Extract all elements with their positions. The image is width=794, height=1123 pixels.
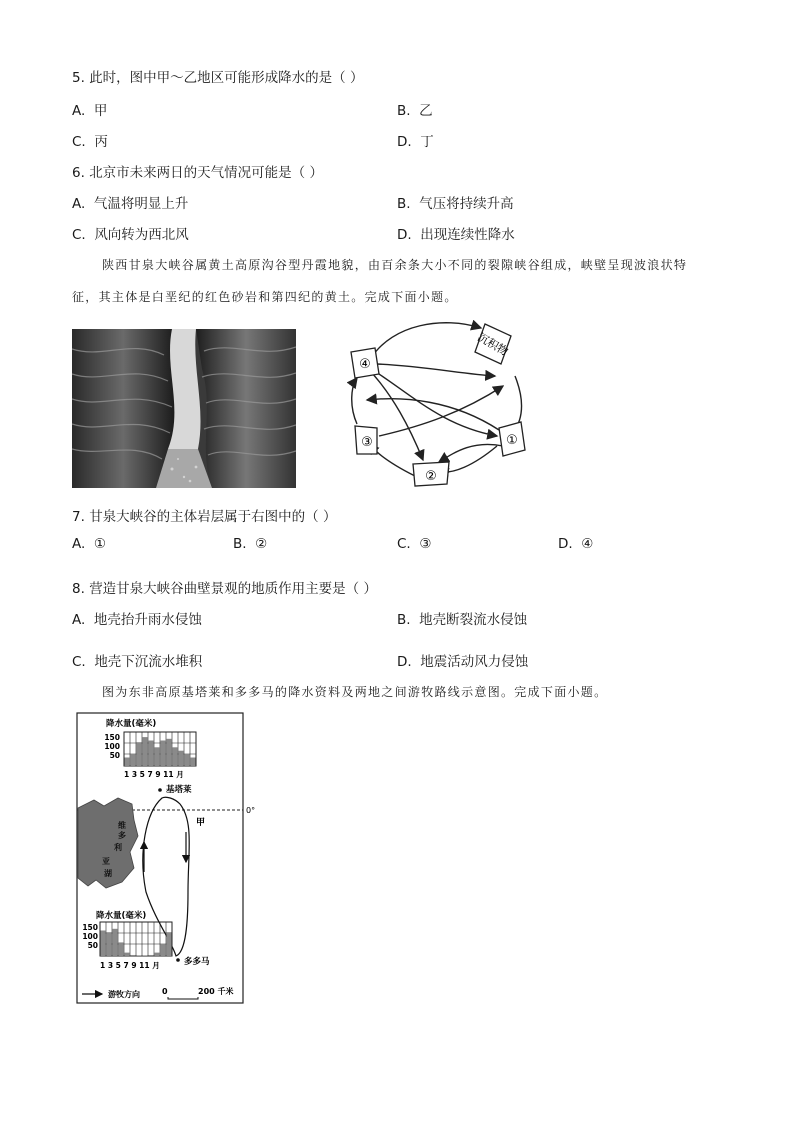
- svg-text:利: 利: [114, 843, 122, 852]
- rainfall-bar: [161, 741, 166, 767]
- rainfall-bar: [155, 747, 160, 766]
- option-7a[interactable]: A. ①: [72, 536, 106, 552]
- scale-label: 200 千米: [198, 987, 234, 996]
- arrow-4-to-sediment: [371, 323, 481, 358]
- svg-text:1 3 5 7 9 11 月: 1 3 5 7 9 11 月: [100, 961, 160, 970]
- option-7d[interactable]: D. ④: [558, 536, 594, 552]
- rainfall-bar: [125, 758, 130, 767]
- option-5d[interactable]: D. 丁: [397, 134, 434, 150]
- node-sediment: [475, 324, 511, 364]
- rainfall-bar: [161, 944, 166, 956]
- legend-route-label: 游牧方向: [108, 990, 140, 999]
- svg-text:1 3 5 7 9 11 月: 1 3 5 7 9 11 月: [124, 770, 184, 779]
- rainfall-bar: [149, 741, 154, 767]
- arrow-1-to-4: [367, 399, 499, 430]
- arrow-1-to-2-inner: [439, 444, 503, 462]
- svg-text:150: 150: [82, 923, 98, 932]
- svg-text:维: 维: [118, 821, 126, 830]
- rainfall-bar: [101, 931, 106, 957]
- svg-text:湖: 湖: [104, 869, 112, 878]
- option-5c[interactable]: C. 丙: [72, 134, 108, 150]
- svg-text:沉积物: 沉积物: [475, 330, 511, 359]
- rainfall-bar: [113, 929, 118, 956]
- rainfall-bar: [167, 932, 172, 956]
- question-5: [72, 66, 363, 86]
- rainfall-bar: [143, 737, 148, 766]
- svg-text:150: 150: [104, 733, 120, 742]
- svg-text:多: 多: [118, 831, 126, 840]
- svg-text:③: ③: [361, 435, 373, 450]
- passage-africa: 图为东非高原基塔莱和多多马的降水资料及两地之间游牧路线示意图。完成下面小题。: [102, 685, 608, 699]
- rainfall-bar: [173, 747, 178, 766]
- city-dodoma: 多多马: [184, 957, 210, 967]
- node-1: [499, 422, 525, 456]
- rainfall-bar: [137, 955, 142, 956]
- svg-text:降水量(毫米): 降水量(毫米): [96, 911, 147, 921]
- option-6c[interactable]: C. 风向转为西北风: [72, 227, 189, 243]
- rainfall-bar: [179, 751, 184, 766]
- question-text: 营造甘泉大峡谷曲壁景观的地质作用主要是（ ）: [89, 581, 377, 597]
- rainfall-bar: [131, 754, 136, 766]
- question-text: 北京市未来两日的天气情况可能是（ ）: [89, 165, 323, 181]
- rainfall-bar: [119, 942, 124, 956]
- svg-text:降水量(毫米): 降水量(毫米): [106, 719, 157, 729]
- rainfall-bar: [149, 955, 154, 956]
- option-6a[interactable]: A. 气温将明显上升: [72, 196, 189, 212]
- rainfall-bar: [107, 932, 112, 956]
- rainfall-bar: [155, 953, 160, 956]
- svg-text:100: 100: [104, 742, 120, 751]
- rainfall-bar: [137, 742, 142, 766]
- question-text: 甘泉大峡谷的主体岩层属于右图中的（ ）: [89, 509, 337, 525]
- city-dot-dodoma: [176, 958, 180, 962]
- question-number: 5.: [72, 70, 85, 86]
- passage-canyon-line2: 征，其主体是白垩纪的红色砂岩和第四纪的黄土。完成下面小题。: [72, 290, 458, 304]
- question-number: 7.: [72, 509, 85, 525]
- option-8c[interactable]: C. 地壳下沉流水堆积: [72, 654, 203, 670]
- svg-text:②: ②: [425, 469, 437, 484]
- arrow-4-to-2: [371, 372, 423, 460]
- scale-zero: 0: [162, 987, 168, 996]
- rainfall-bar: [131, 955, 136, 956]
- svg-text:亚: 亚: [102, 857, 110, 866]
- question-8: [72, 577, 377, 597]
- svg-text:①: ①: [506, 433, 518, 448]
- option-8b[interactable]: B. 地壳断裂流水侵蚀: [397, 612, 528, 628]
- rainfall-bar: [143, 955, 148, 956]
- option-8a[interactable]: A. 地壳抬升雨水侵蚀: [72, 612, 202, 628]
- arrow-3-to-sediment: [379, 386, 503, 436]
- svg-text:50: 50: [87, 941, 98, 950]
- canyon-photo: [72, 329, 296, 488]
- rainfall-bar: [191, 758, 196, 767]
- label-jia: 甲: [196, 818, 206, 828]
- svg-text:100: 100: [82, 932, 98, 941]
- passage-canyon-line1: 陕西甘泉大峡谷属黄土高原沟谷型丹霞地貌，由百余条大小不同的裂隙峡谷组成，峡壁呈现波浪状特: [102, 258, 688, 272]
- option-6b[interactable]: B. 气压将持续升高: [397, 196, 514, 212]
- option-5b[interactable]: B. 乙: [397, 103, 433, 119]
- rainfall-bar: [185, 754, 190, 766]
- equator-label: 0°: [246, 806, 256, 815]
- question-text: 此时，图中甲～乙地区可能形成降水的是（ ）: [89, 70, 364, 86]
- node-3: [355, 426, 377, 454]
- question-7: [72, 505, 336, 525]
- option-8d[interactable]: D. 地震活动风力侵蚀: [397, 654, 529, 670]
- svg-text:50: 50: [109, 751, 120, 760]
- node-2: [413, 462, 449, 486]
- svg-text:④: ④: [359, 357, 371, 372]
- rainfall-bar: [125, 953, 130, 956]
- option-5a[interactable]: A. 甲: [72, 103, 108, 119]
- question-number: 6.: [72, 165, 85, 181]
- option-6d[interactable]: D. 出现连续性降水: [397, 227, 515, 243]
- rainfall-bar: [167, 739, 172, 766]
- rock-cycle-diagram: [343, 316, 533, 488]
- city-kitale: 基塔莱: [166, 785, 192, 795]
- east-africa-map: [76, 712, 256, 1006]
- city-dot-kitale: [158, 788, 162, 792]
- question-number: 8.: [72, 581, 85, 597]
- node-4: [351, 348, 379, 378]
- option-7c[interactable]: C. ③: [397, 536, 432, 552]
- arrow-4-to-sediment-b: [377, 364, 495, 376]
- arrow-3-to-4: [352, 378, 357, 424]
- question-6: [72, 161, 323, 181]
- option-7b[interactable]: B. ②: [233, 536, 268, 552]
